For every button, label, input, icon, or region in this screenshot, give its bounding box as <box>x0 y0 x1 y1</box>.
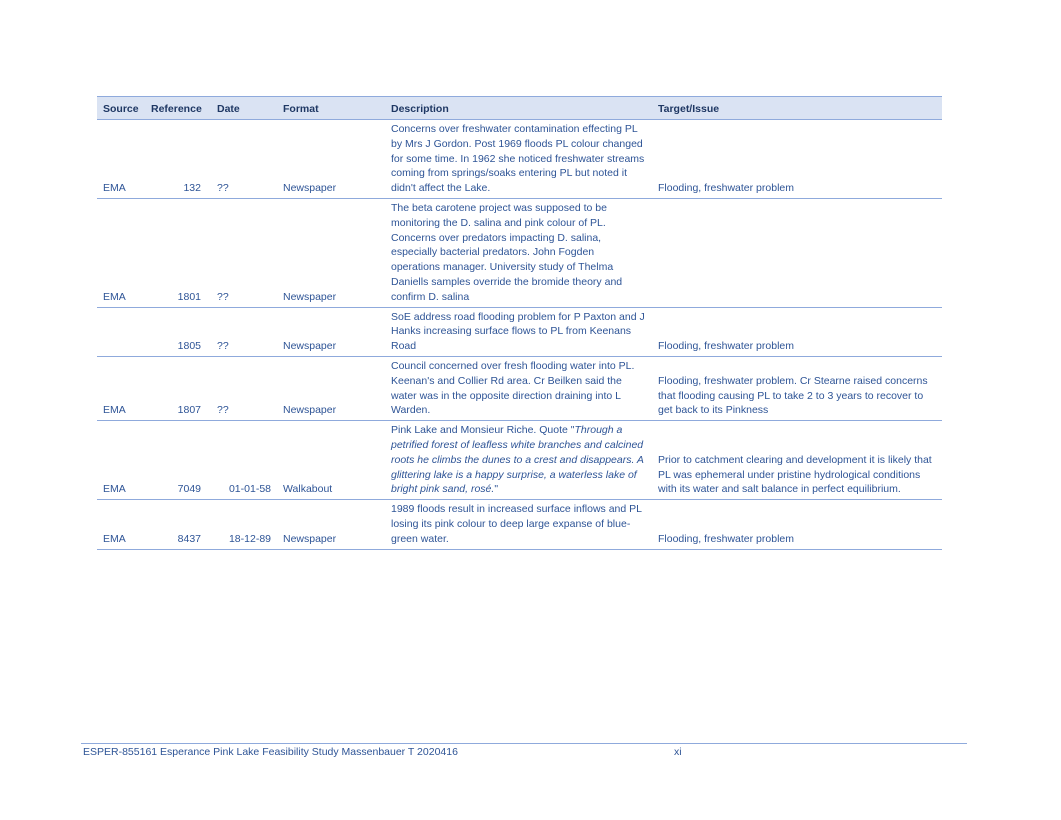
header-description: Description <box>385 97 652 120</box>
cell-date: ?? <box>211 120 277 199</box>
cell-source: EMA <box>97 120 145 199</box>
cell-source: EMA <box>97 356 145 420</box>
cell-reference: 132 <box>145 120 211 199</box>
header-source: Source <box>97 97 145 120</box>
cell-date: ?? <box>211 356 277 420</box>
cell-target <box>652 198 942 307</box>
cell-format: Newspaper <box>277 356 385 420</box>
cell-reference: 1807 <box>145 356 211 420</box>
description-suffix: " <box>494 483 499 496</box>
cell-description: Council concerned over fresh flooding water into PL. Keenan's and Collier Rd area. Cr Beilken said the water was in the opposite direction draining into L Warden. <box>385 356 652 420</box>
cell-source: EMA <box>97 421 145 500</box>
footer-divider <box>81 743 967 744</box>
cell-format: Newspaper <box>277 500 385 549</box>
cell-reference: 1801 <box>145 198 211 307</box>
cell-description: The beta carotene project was supposed to be monitoring the D. salina and pink colour of PL. Concerns over predators impacting D. salina, especially bacterial predators. John Fogden operations manager. University study of Thelma Daniells samples override the bromide theory and confirm D. salina <box>385 198 652 307</box>
cell-target: Prior to catchment clearing and development it is likely that PL was ephemeral under pristine hydrological conditions with its water and salt balance in perfect equilibrium. <box>652 421 942 500</box>
cell-source: EMA <box>97 198 145 307</box>
table-row <box>97 421 942 500</box>
cell-date: ?? <box>211 307 277 356</box>
cell-target: Flooding, freshwater problem. Cr Stearne raised concerns that flooding causing PL to take 2 to 3 years to recover to get back to its Pinkness <box>652 356 942 420</box>
cell-description: SoE address road flooding problem for P Paxton and J Hanks increasing surface flows to PL from Keenans Road <box>385 307 652 356</box>
table-row <box>97 198 942 307</box>
cell-target: Flooding, freshwater problem <box>652 307 942 356</box>
header-date: Date <box>211 97 277 120</box>
records-table <box>97 96 942 550</box>
cell-format: Newspaper <box>277 120 385 199</box>
cell-date: 18-12-89 <box>211 500 277 549</box>
table-row <box>97 120 942 199</box>
cell-format: Newspaper <box>277 307 385 356</box>
cell-reference: 8437 <box>145 500 211 549</box>
cell-reference: 1805 <box>145 307 211 356</box>
header-reference: Reference <box>145 97 211 120</box>
cell-target: Flooding, freshwater problem <box>652 500 942 549</box>
cell-description: 1989 floods result in increased surface inflows and PL losing its pink colour to deep large expanse of blue-green water. <box>385 500 652 549</box>
description-quote: Through a petrified forest of leafless white branches and calcined roots he climbs the dunes to a crest and disappears. A glittering lake is a happy surprise, a waterless lake of bright pink sand, rosé. <box>391 424 644 496</box>
cell-source: EMA <box>97 500 145 549</box>
cell-source <box>97 307 145 356</box>
description-prefix: Pink Lake and Monsieur Riche. Quote " <box>391 424 575 437</box>
cell-reference: 7049 <box>145 421 211 500</box>
page-number: xi <box>674 746 682 758</box>
table-row <box>97 307 942 356</box>
cell-format: Newspaper <box>277 198 385 307</box>
table-row <box>97 356 942 420</box>
cell-description: Concerns over freshwater contamination effecting PL by Mrs J Gordon. Post 1969 floods PL colour changed for some time. In 1962 she noticed freshwater streams coming from springs/soaks entering PL but noted it didn't affect the Lake. <box>385 120 652 199</box>
table-row <box>97 500 942 549</box>
footer-document-id: ESPER-855161 Esperance Pink Lake Feasibility Study Massenbauer T 2020416 <box>83 746 458 758</box>
cell-date: 01-01-58 <box>211 421 277 500</box>
cell-description <box>385 421 652 500</box>
cell-date: ?? <box>211 198 277 307</box>
header-format: Format <box>277 97 385 120</box>
cell-format: Walkabout <box>277 421 385 500</box>
cell-target: Flooding, freshwater problem <box>652 120 942 199</box>
table-header-row <box>97 97 942 120</box>
header-target: Target/Issue <box>652 97 942 120</box>
